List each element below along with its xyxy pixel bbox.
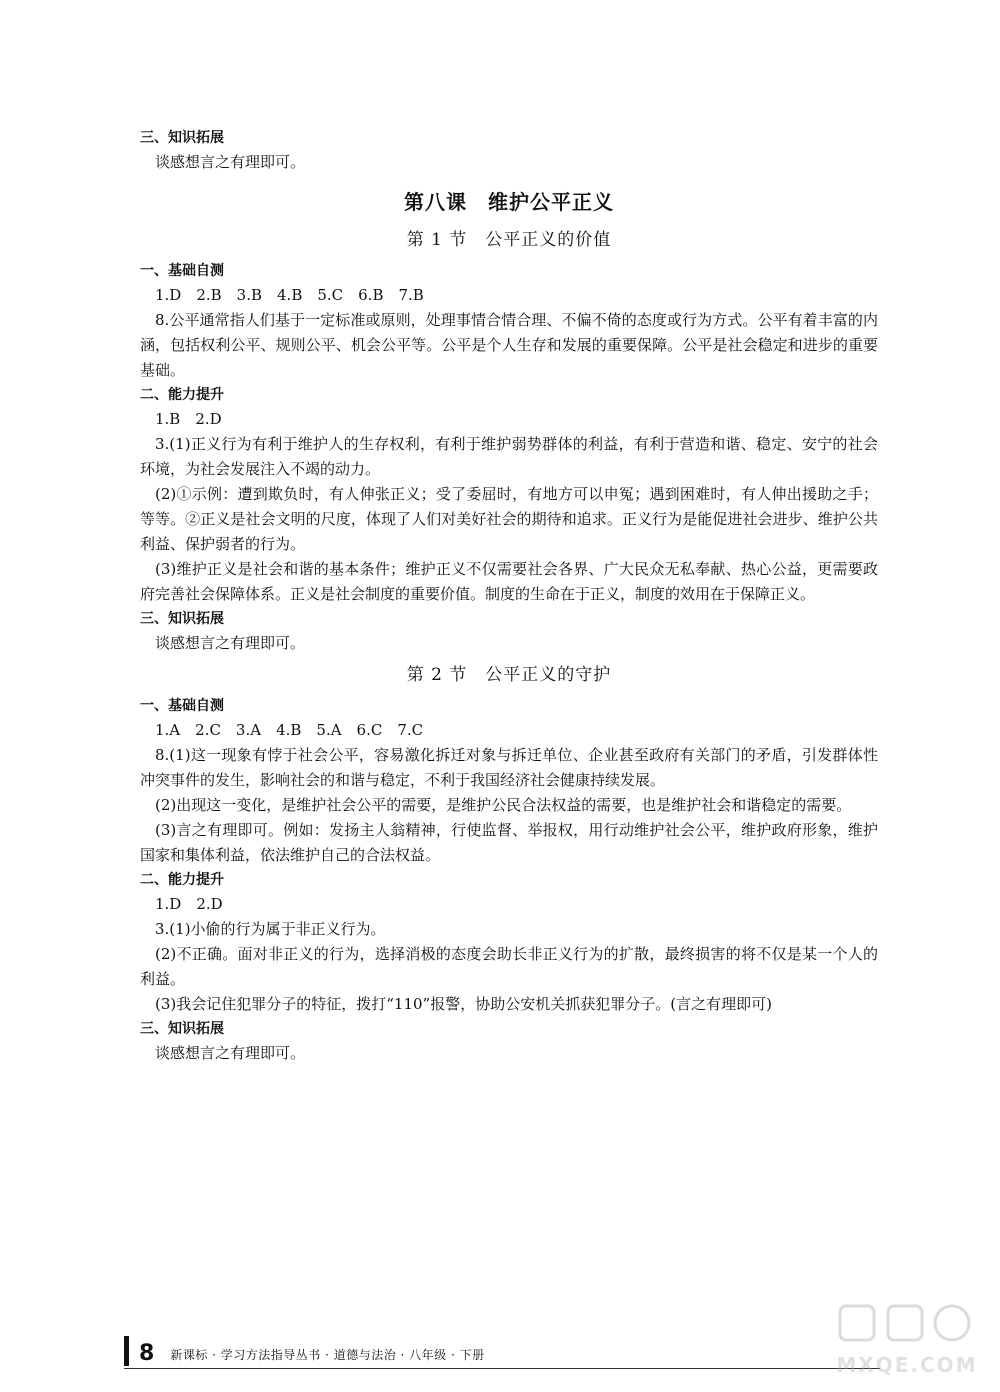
page-footer <box>124 1336 485 1366</box>
knowledge-expand-text: 谈感想言之有理即可。 <box>155 153 306 171</box>
page-content <box>140 126 878 1066</box>
section-1-basic-q8: 8.公平通常指人们基于一定标准或原则，处理事情合情合理、不偏不倚的态度或行为方式。公平有着丰富的内涵，包括权利公平、规则公平、机会公平等。公平是个人生存和发展的重要保障。公平是社会稳定和进步的重要基础。 <box>140 311 878 379</box>
section-2-title: 第 2 节 公平正义的守护 <box>406 665 612 685</box>
section-1-ability-answers: 1.B 2.D <box>155 410 222 428</box>
section-2-basic-heading: 一、基础自测 <box>140 698 224 714</box>
section-1-title: 第 1 节 公平正义的价值 <box>406 230 612 250</box>
section-1-basic-heading: 一、基础自测 <box>140 263 224 279</box>
section-1-ability-q3-3: (3)维护正义是社会和谐的基本条件；维护正义不仅需要社会各界、广大民众无私奉献、热心公益，更需要政府完善社会保障体系。正义是社会制度的重要价值。制度的生命在于正义，制度的效用在于保障正义。 <box>140 560 878 603</box>
section-1-expand-heading: 三、知识拓展 <box>140 611 224 627</box>
section-2-expand-heading: 三、知识拓展 <box>140 1021 224 1037</box>
book-series-title: 新课标 · 学习方法指导丛书 · 道德与法治 · 八年级 · 下册 <box>170 1348 485 1362</box>
section-1-ability-heading: 二、能力提升 <box>140 387 224 403</box>
section-2-expand-text: 谈感想言之有理即可。 <box>155 1044 306 1062</box>
section-2-basic-answers: 1.A 2.C 3.A 4.B 5.A 6.C 7.C <box>155 721 424 739</box>
footer-rule <box>124 1368 880 1369</box>
section-2-ability-heading: 二、能力提升 <box>140 872 224 888</box>
section-2-basic-q8-2: (2)出现这一变化，是维护社会公平的需要，是维护公民合法权益的需要，也是维护社会和谐稳定的需要。 <box>155 796 852 814</box>
knowledge-expand-heading: 三、知识拓展 <box>140 130 224 146</box>
section-2-ability-q3-1: 3.(1)小偷的行为属于非正义行为。 <box>155 920 386 938</box>
section-2-ability-q3-3: (3)我会记住犯罪分子的特征，拨打“110”报警，协助公安机关抓获犯罪分子。(言之有理即可) <box>155 995 772 1013</box>
watermark-logo-icon <box>832 1302 982 1382</box>
section-2-ability-answers: 1.D 2.D <box>155 895 223 913</box>
watermark-text: MXQE.COM <box>836 1353 978 1377</box>
section-2-ability-q3-2: (2)不正确。面对非正义的行为，选择消极的态度会助长非正义行为的扩散，最终损害的将不仅是某一个人的利益。 <box>140 945 878 988</box>
section-1-ability-q3-2: (2)①示例：遭到欺负时，有人伸张正义；受了委屈时，有地方可以申冤；遇到困难时，有人伸出援助之手；等等。②正义是社会文明的尺度，体现了人们对美好社会的期待和追求。正义行为是能促进社会进步、维护公共利益、保护弱者的行为。 <box>140 485 878 553</box>
lesson-title: 第八课 维护公平正义 <box>404 190 614 214</box>
section-1-basic-answers: 1.D 2.B 3.B 4.B 5.C 6.B 7.B <box>155 286 424 304</box>
section-1-expand-text: 谈感想言之有理即可。 <box>155 634 306 652</box>
section-1-ability-q3-1: 3.(1)正义行为有利于维护人的生存权利，有利于维护弱势群体的利益，有利于营造和谐、稳定、安宁的社会环境，为社会发展注入不竭的动力。 <box>140 435 878 478</box>
section-2-basic-q8-3: (3)言之有理即可。例如：发扬主人翁精神，行使监督、举报权，用行动维护社会公平，维护政府形象，维护国家和集体利益，依法维护自己的合法权益。 <box>140 821 878 864</box>
section-2-basic-q8-1: 8.(1)这一现象有悖于社会公平，容易激化拆迁对象与拆迁单位、企业甚至政府有关部门的矛盾，引发群体性冲突事件的发生，影响社会的和谐与稳定，不利于我国经济社会健康持续发展。 <box>140 746 878 789</box>
footer-bar <box>124 1336 129 1366</box>
page-number: 8 <box>139 1341 155 1366</box>
